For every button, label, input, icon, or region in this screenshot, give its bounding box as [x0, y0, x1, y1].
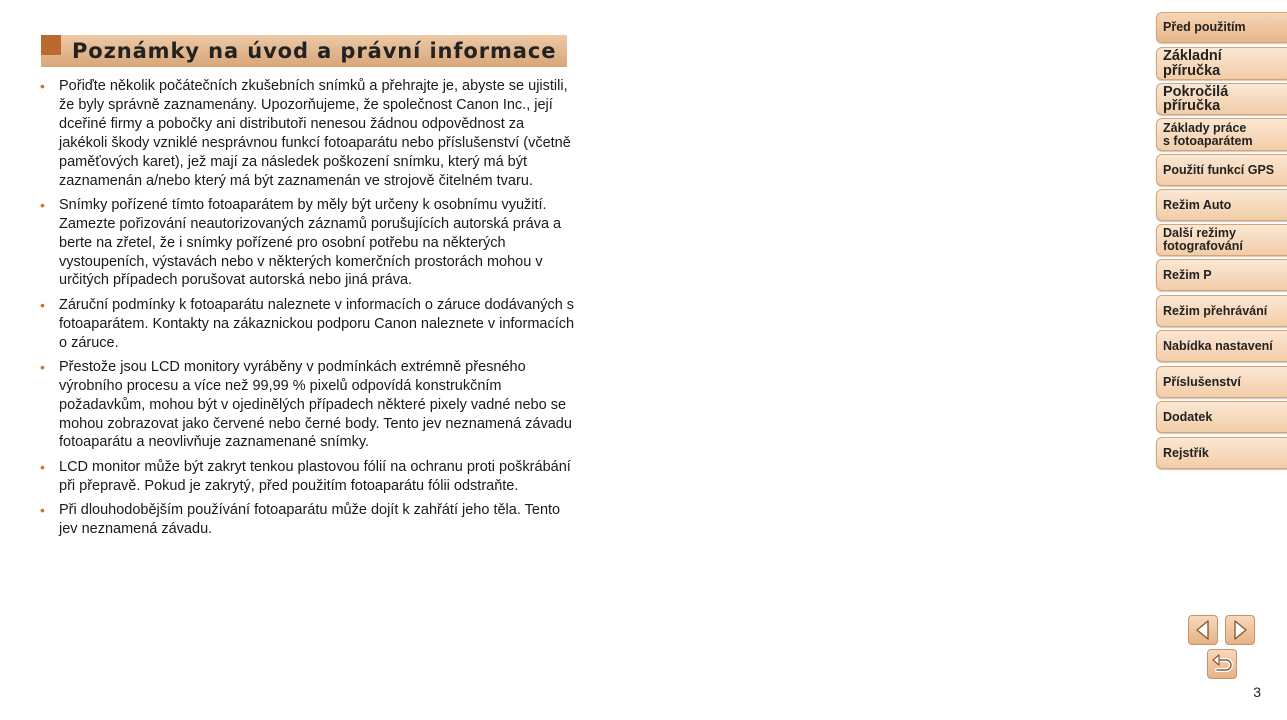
tab-label: Rejstřík — [1163, 445, 1209, 460]
triangle-left-icon — [1193, 619, 1213, 641]
tab-label-line: s fotoaparátem — [1163, 133, 1253, 148]
tab-label: Dodatek — [1163, 409, 1213, 424]
bullet-text: Přestože jsou LCD monitory vyráběny v podmínkách extrémně přesného výrobního procesu a více než 99,99 % pixelů odpovídá konstrukčním požadavkům, mohou být v ojedinělých případech některé pixely vadné nebo se mohou zobrazovat jako červené nebo černé body. Tento jev neznamená závadu fotoaparátu a neovlivňuje zaznamenané snímky. — [59, 358, 572, 451]
tab-label: Nabídka nastavení — [1163, 338, 1273, 353]
page-number: 3 — [1253, 684, 1261, 700]
next-page-button[interactable] — [1225, 615, 1255, 645]
return-arrow-icon — [1210, 653, 1234, 675]
tab-label: Režim Auto — [1163, 197, 1232, 212]
tab-index[interactable] — [1156, 437, 1287, 469]
tab-label-line: fotografování — [1163, 239, 1243, 253]
title-marker — [41, 35, 61, 55]
tab-auto-mode[interactable] — [1156, 189, 1287, 221]
bullet-marker: • — [40, 196, 45, 213]
tab-label: Režim P — [1163, 267, 1212, 282]
tab-camera-basics[interactable] — [1156, 118, 1287, 151]
bullet-item — [40, 196, 575, 291]
tab-label-line: Další režimy — [1163, 226, 1236, 240]
bullet-marker: • — [40, 296, 45, 313]
bullet-text: Snímky pořízené tímto fotoaparátem by měly být určeny k osobnímu využití. Zamezte pořizování neautorizovaných záznamů porušujících autorská práva a berte na zřetel, že i snímky pořízené pro osobní potřebu na některých vystoupeních, výstavách nebo v některých komerčních prostorách mohou v určitých případech porušovat autorská nebo jiná práva. — [59, 196, 562, 289]
tab-label: Použití funkcí GPS — [1163, 162, 1275, 177]
tab-label-line: příručka — [1163, 62, 1221, 79]
bullet-marker: • — [40, 458, 45, 475]
bullet-text: LCD monitor může být zakryt tenkou plastovou fólií na ochranu proti poškrábání při přepravě. Pokud je zakrytý, před použitím fotoaparátu fólii odstraňte. — [59, 458, 571, 494]
bullet-text: Záruční podmínky k fotoaparátu naleznete v informacích o záruce dodávaných s fotoaparátem. Kontakty na zákaznickou podporu Canon naleznete v informacích o záruce. — [59, 296, 575, 351]
bullet-text: Pořiďte několik počátečních zkušebních snímků a přehrajte je, abyste se ujistili, že byly správně zaznamenány. Upozorňujeme, že společnost Canon Inc., její dceřiné firmy a pobočky ani distributoři nenesou žádnou odpovědnost za jakékoli škody vzniklé nesprávnou funkcí fotoaparátu nebo příslušenství (včetně paměťových karet), jež mají za následek poškození snímku, který má být zaznamenán a/nebo který má být zaznamenán ve strojově čitelném tvaru. — [59, 78, 571, 189]
bullet-item — [40, 458, 575, 496]
tab-label-line: Pokročilá — [1163, 83, 1229, 100]
tab-label-line: Základy práce — [1163, 120, 1247, 135]
previous-page-button[interactable] — [1188, 615, 1218, 645]
bullet-item — [40, 358, 575, 453]
bullet-item — [40, 501, 575, 539]
tab-label — [1163, 122, 1253, 148]
bullet-item — [40, 296, 575, 353]
bullet-text: Při dlouhodobějším používání fotoaparátu může dojít k zahřátí jeho těla. Tento jev neznamená závadu. — [59, 501, 561, 537]
tab-gps[interactable] — [1156, 154, 1287, 186]
bullet-item — [40, 77, 575, 190]
bullet-list — [40, 77, 575, 544]
bullet-marker: • — [40, 358, 45, 375]
tab-label: Před použitím — [1163, 20, 1246, 34]
tab-label-line: Základní — [1163, 48, 1222, 64]
tab-label — [1163, 85, 1228, 114]
tab-basic-guide[interactable] — [1156, 47, 1287, 80]
triangle-right-icon — [1230, 619, 1250, 641]
tab-label-line: příručka — [1163, 98, 1221, 114]
bullet-marker: • — [40, 501, 45, 518]
tab-label — [1163, 227, 1243, 253]
tab-before-use[interactable] — [1156, 12, 1287, 43]
return-button[interactable] — [1207, 649, 1237, 679]
tab-label — [1163, 49, 1222, 78]
tab-accessories[interactable] — [1156, 366, 1287, 398]
page-title: Poznámky na úvod a právní informace — [72, 39, 557, 63]
tab-label: Režim přehrávání — [1163, 303, 1268, 318]
bullet-marker: • — [40, 78, 45, 94]
tab-appendix[interactable] — [1156, 401, 1287, 433]
tab-playback-mode[interactable] — [1156, 295, 1287, 327]
tab-p-mode[interactable] — [1156, 259, 1287, 291]
tab-label: Příslušenství — [1163, 374, 1241, 389]
tab-advanced-guide[interactable] — [1156, 83, 1287, 115]
tab-other-modes[interactable] — [1156, 224, 1287, 256]
tab-setting-menu[interactable] — [1156, 330, 1287, 362]
